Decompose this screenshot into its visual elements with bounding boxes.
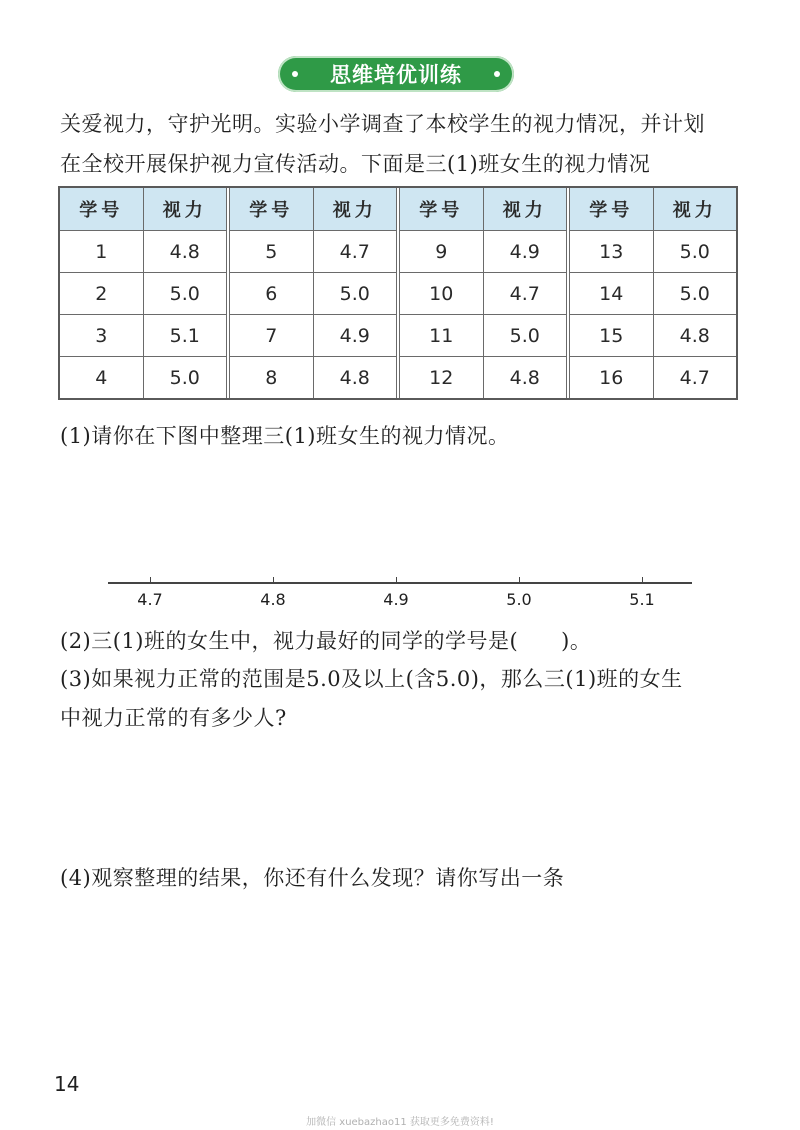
table-row: [60, 356, 226, 398]
vision-cell: 4.9: [483, 231, 567, 272]
table-row: [570, 272, 736, 314]
table-header-row: [570, 188, 736, 230]
header-vision: 视力: [143, 188, 227, 230]
table-header-row: [60, 188, 226, 230]
axis-tick-label: 5.0: [506, 590, 532, 609]
intro-line-1: 关爱视力，守护光明。实验小学调查了本校学生的视力情况，并计划: [60, 112, 705, 136]
vision-cell: 5.0: [143, 273, 227, 314]
student-id-cell: 15: [599, 324, 624, 347]
table-row: [230, 314, 396, 356]
question-1: (1)请你在下图中整理三(1)班女生的视力情况。: [60, 424, 510, 448]
header-student-id: 学号: [79, 200, 124, 221]
student-id-cell: 13: [599, 240, 624, 263]
student-id-cell: 16: [599, 366, 624, 389]
table-row: [570, 230, 736, 272]
student-id-cell: 1: [95, 240, 108, 263]
table-row: [400, 230, 566, 272]
table-row: [60, 314, 226, 356]
header-student-id: 学号: [589, 200, 634, 221]
table-group: [396, 188, 566, 398]
student-id-cell: 3: [95, 324, 108, 347]
student-id-cell: 7: [265, 324, 278, 347]
axis-tick: [642, 577, 643, 583]
number-line-axis: [108, 582, 692, 584]
dot-icon: [292, 71, 298, 77]
vision-cell: 4.7: [653, 357, 737, 398]
vision-table: [58, 186, 738, 400]
table-row: [230, 272, 396, 314]
number-line: [108, 570, 692, 610]
student-id-cell: 12: [429, 366, 454, 389]
axis-tick: [396, 577, 397, 583]
section-banner: [278, 56, 514, 92]
vision-cell: 5.0: [483, 315, 567, 356]
table-header-row: [400, 188, 566, 230]
table-row: [400, 314, 566, 356]
vision-cell: 5.0: [653, 273, 737, 314]
watermark: 加微信 xuebazhao11 获取更多免费资料!: [306, 1117, 494, 1128]
banner-title: 思维培优训练: [330, 63, 462, 87]
vision-cell: 5.0: [313, 273, 397, 314]
intro-line-2: 在全校开展保护视力宣传活动。下面是三(1)班女生的视力情况: [60, 152, 651, 176]
table-row: [60, 272, 226, 314]
table-group: [60, 188, 226, 398]
vision-cell: 4.9: [313, 315, 397, 356]
question-3-line-1: (3)如果视力正常的范围是5.0及以上(含5.0)，那么三(1)班的女生: [60, 667, 683, 691]
axis-tick: [519, 577, 520, 583]
vision-cell: 5.0: [143, 357, 227, 398]
table-row: [230, 356, 396, 398]
axis-tick: [150, 577, 151, 583]
table-row: [60, 230, 226, 272]
axis-tick: [273, 577, 274, 583]
student-id-cell: 9: [435, 240, 448, 263]
student-id-cell: 6: [265, 282, 278, 305]
table-group: [226, 188, 396, 398]
dot-icon: [494, 71, 500, 77]
page-number: 14: [54, 1072, 80, 1096]
vision-cell: 4.8: [313, 357, 397, 398]
header-vision: 视力: [483, 188, 567, 230]
axis-tick-label: 4.9: [383, 590, 409, 609]
vision-cell: 4.7: [313, 231, 397, 272]
vision-cell: 5.1: [143, 315, 227, 356]
student-id-cell: 8: [265, 366, 278, 389]
table-row: [570, 314, 736, 356]
student-id-cell: 5: [265, 240, 278, 263]
table-row: [230, 230, 396, 272]
header-vision: 视力: [653, 188, 737, 230]
header-student-id: 学号: [419, 200, 464, 221]
vision-cell: 4.7: [483, 273, 567, 314]
vision-cell: 4.8: [483, 357, 567, 398]
axis-tick-label: 4.7: [137, 590, 163, 609]
axis-tick-label: 5.1: [629, 590, 655, 609]
table-row: [570, 356, 736, 398]
table-group: [566, 188, 736, 398]
question-4: (4)观察整理的结果，你还有什么发现？请你写出一条: [60, 866, 565, 890]
student-id-cell: 14: [599, 282, 624, 305]
student-id-cell: 2: [95, 282, 108, 305]
question-2: (2)三(1)班的女生中，视力最好的同学的学号是( )。: [60, 629, 592, 653]
table-row: [400, 272, 566, 314]
student-id-cell: 4: [95, 366, 108, 389]
axis-tick-label: 4.8: [260, 590, 286, 609]
header-vision: 视力: [313, 188, 397, 230]
vision-cell: 5.0: [653, 231, 737, 272]
table-header-row: [230, 188, 396, 230]
question-3-line-2: 中视力正常的有多少人?: [60, 706, 287, 730]
vision-cell: 4.8: [143, 231, 227, 272]
student-id-cell: 10: [429, 282, 454, 305]
vision-cell: 4.8: [653, 315, 737, 356]
header-student-id: 学号: [249, 200, 294, 221]
student-id-cell: 11: [429, 324, 454, 347]
table-row: [400, 356, 566, 398]
